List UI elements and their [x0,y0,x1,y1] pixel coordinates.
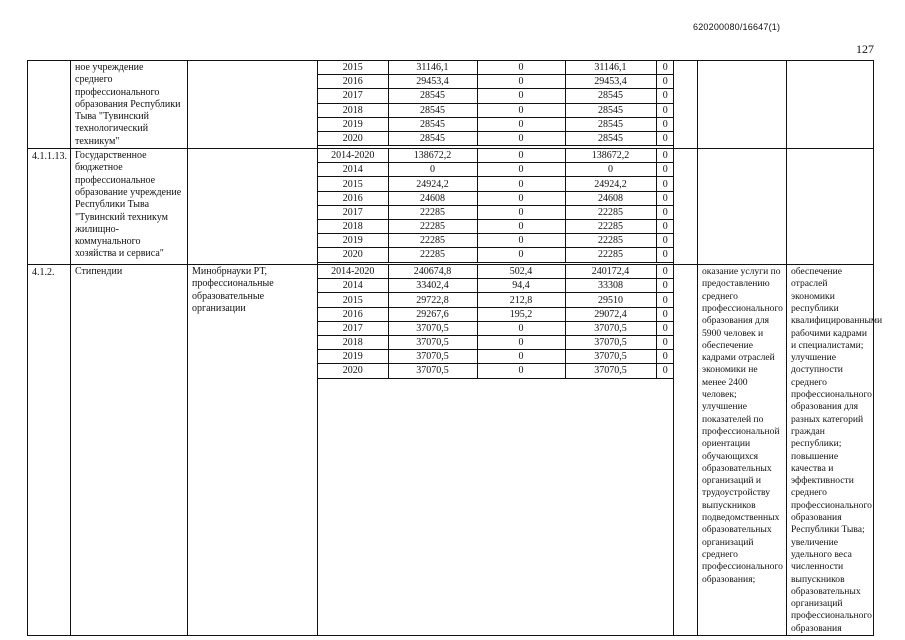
year-cell: 2020 [318,131,388,145]
other-funds-cell: 0 [656,149,674,163]
republic-budget-cell: 29072,4 [565,307,656,321]
other-funds-cell: 0 [656,336,674,350]
funding-row [318,61,674,75]
funding-table [318,149,674,263]
year-cell: 2016 [318,191,388,205]
other-funds-cell: 0 [656,293,674,307]
total-cell: 22285 [388,220,477,234]
republic-budget-cell: 29453,4 [565,75,656,89]
year-cell: 2018 [318,336,388,350]
total-cell: 28545 [388,131,477,145]
other-funds-cell: 0 [656,103,674,117]
republic-budget-cell: 0 [565,163,656,177]
year-cell: 2017 [318,205,388,219]
year-cell: 2016 [318,307,388,321]
federal-budget-cell: 0 [477,61,565,75]
funding-cell [318,265,674,636]
other-funds-cell: 0 [656,117,674,131]
republic-budget-cell: 24608 [565,191,656,205]
total-cell: 22285 [388,205,477,219]
funding-row [318,234,674,248]
target-indicator [698,61,787,149]
funding-row [318,248,674,262]
funding-table [318,265,674,379]
year-cell: 2020 [318,248,388,262]
federal-budget-cell: 0 [477,220,565,234]
program-row [28,265,874,636]
year-cell: 2014 [318,279,388,293]
year-cell: 2018 [318,103,388,117]
executor [188,61,318,149]
expected-result [787,61,874,149]
total-cell: 37070,5 [388,321,477,335]
federal-budget-cell: 0 [477,177,565,191]
funding-row [318,265,674,279]
program-row [28,149,874,265]
total-cell: 33402,4 [388,279,477,293]
other-funds-cell: 0 [656,75,674,89]
federal-budget-cell: 0 [477,205,565,219]
other-funds-cell: 0 [656,234,674,248]
other-funds-cell: 0 [656,279,674,293]
republic-budget-cell: 37070,5 [565,336,656,350]
federal-budget-cell: 0 [477,131,565,145]
total-cell: 29267,6 [388,307,477,321]
republic-budget-cell: 240172,4 [565,265,656,279]
republic-budget-cell: 31146,1 [565,61,656,75]
item-name: ное учреждение среднего профессионального образования Республики Тыва "Тувинский технологический техникум" [71,61,188,149]
funding-row [318,307,674,321]
total-cell: 37070,5 [388,336,477,350]
expected-result: обеспечение отраслей экономики республики квалифицированными рабочими кадрами и специалистами; улучшение доступности среднего профессионального образования для разных категорий граждан республики; повышение качества и эффективности среднего профессионального образования Республики Тыва; увеличение удельного веса численности выпускников образовательных организаций профессионального образования [787,265,874,636]
funding-row [318,279,674,293]
total-cell: 138672,2 [388,149,477,163]
item-name: Стипендии [71,265,188,636]
funding-cell [318,149,674,265]
item-name: Государственное бюджетное профессиональное образование учреждение Республики Тыва "Тувинский техникум жилищно-коммунального хозяйства и сервиса" [71,149,188,265]
federal-budget-cell: 502,4 [477,265,565,279]
total-cell: 0 [388,163,477,177]
federal-budget-cell: 0 [477,350,565,364]
year-cell: 2015 [318,177,388,191]
federal-budget-cell: 0 [477,89,565,103]
funding-row [318,117,674,131]
other-funds-cell: 0 [656,191,674,205]
spacer-cell [674,149,698,265]
funding-row [318,89,674,103]
total-cell: 29453,4 [388,75,477,89]
republic-budget-cell: 22285 [565,234,656,248]
other-funds-cell: 0 [656,265,674,279]
total-cell: 24924,2 [388,177,477,191]
total-cell: 37070,5 [388,364,477,378]
executor [188,149,318,265]
spacer-cell [674,265,698,636]
federal-budget-cell: 0 [477,248,565,262]
republic-budget-cell: 28545 [565,89,656,103]
republic-budget-cell: 22285 [565,248,656,262]
federal-budget-cell: 0 [477,103,565,117]
year-cell: 2015 [318,61,388,75]
republic-budget-cell: 33308 [565,279,656,293]
other-funds-cell: 0 [656,205,674,219]
document-id: 620200080/16647(1) [693,22,781,32]
funding-row [318,75,674,89]
total-cell: 240674,8 [388,265,477,279]
republic-budget-cell: 37070,5 [565,321,656,335]
funding-row [318,293,674,307]
funding-row [318,149,674,163]
other-funds-cell: 0 [656,364,674,378]
total-cell: 28545 [388,117,477,131]
federal-budget-cell: 0 [477,364,565,378]
republic-budget-cell: 28545 [565,117,656,131]
year-cell: 2019 [318,350,388,364]
total-cell: 24608 [388,191,477,205]
total-cell: 31146,1 [388,61,477,75]
republic-budget-cell: 37070,5 [565,364,656,378]
federal-budget-cell: 94,4 [477,279,565,293]
funding-row [318,205,674,219]
funding-row [318,191,674,205]
other-funds-cell: 0 [656,307,674,321]
year-cell: 2016 [318,75,388,89]
funding-row [318,131,674,145]
republic-budget-cell: 24924,2 [565,177,656,191]
budget-table [27,60,883,636]
funding-row [318,321,674,335]
item-code [28,61,71,149]
other-funds-cell: 0 [656,350,674,364]
item-code: 4.1.1.13. [28,149,71,265]
year-cell: 2020 [318,364,388,378]
year-cell: 2014-2020 [318,265,388,279]
year-cell: 2017 [318,321,388,335]
other-funds-cell: 0 [656,61,674,75]
republic-budget-cell: 22285 [565,205,656,219]
other-funds-cell: 0 [656,220,674,234]
other-funds-cell: 0 [656,89,674,103]
republic-budget-cell: 29510 [565,293,656,307]
spacer-cell [674,61,698,149]
target-indicator: оказание услуги по предоставлению среднего профессионального образования для 5900 человек и обеспечение кадрами отраслей экономики не менее 2400 человек; улучшение показателей по профессиональной ориентации обучающихся образовательных организаций и трудоустройству выпускников подведомственных образовательных организаций среднего профессионального образования; [698,265,787,636]
other-funds-cell: 0 [656,248,674,262]
funding-cell [318,61,674,149]
year-cell: 2019 [318,117,388,131]
item-code: 4.1.2. [28,265,71,636]
year-cell: 2014 [318,163,388,177]
page-number: 127 [856,42,874,56]
other-funds-cell: 0 [656,131,674,145]
year-cell: 2015 [318,293,388,307]
total-cell: 37070,5 [388,350,477,364]
target-indicator [698,149,787,265]
federal-budget-cell: 195,2 [477,307,565,321]
republic-budget-cell: 22285 [565,220,656,234]
year-cell: 2018 [318,220,388,234]
federal-budget-cell: 0 [477,336,565,350]
funding-row [318,364,674,378]
other-funds-cell: 0 [656,321,674,335]
year-cell: 2019 [318,234,388,248]
program-row [28,61,874,149]
total-cell: 28545 [388,89,477,103]
total-cell: 22285 [388,248,477,262]
federal-budget-cell: 0 [477,75,565,89]
federal-budget-cell: 0 [477,163,565,177]
other-funds-cell: 0 [656,177,674,191]
republic-budget-cell: 138672,2 [565,149,656,163]
funding-row [318,336,674,350]
other-funds-cell: 0 [656,163,674,177]
year-cell: 2017 [318,89,388,103]
federal-budget-cell: 212,8 [477,293,565,307]
funding-table [318,61,674,146]
funding-row [318,220,674,234]
expected-result [787,149,874,265]
federal-budget-cell: 0 [477,149,565,163]
federal-budget-cell: 0 [477,191,565,205]
total-cell: 29722,8 [388,293,477,307]
republic-budget-cell: 28545 [565,131,656,145]
funding-row [318,350,674,364]
republic-budget-cell: 37070,5 [565,350,656,364]
executor: Минобрнауки РТ, профессиональные образовательные организации [188,265,318,636]
year-cell: 2014-2020 [318,149,388,163]
federal-budget-cell: 0 [477,234,565,248]
funding-row [318,103,674,117]
funding-row [318,163,674,177]
funding-row [318,177,674,191]
federal-budget-cell: 0 [477,321,565,335]
total-cell: 22285 [388,234,477,248]
republic-budget-cell: 28545 [565,103,656,117]
federal-budget-cell: 0 [477,117,565,131]
total-cell: 28545 [388,103,477,117]
